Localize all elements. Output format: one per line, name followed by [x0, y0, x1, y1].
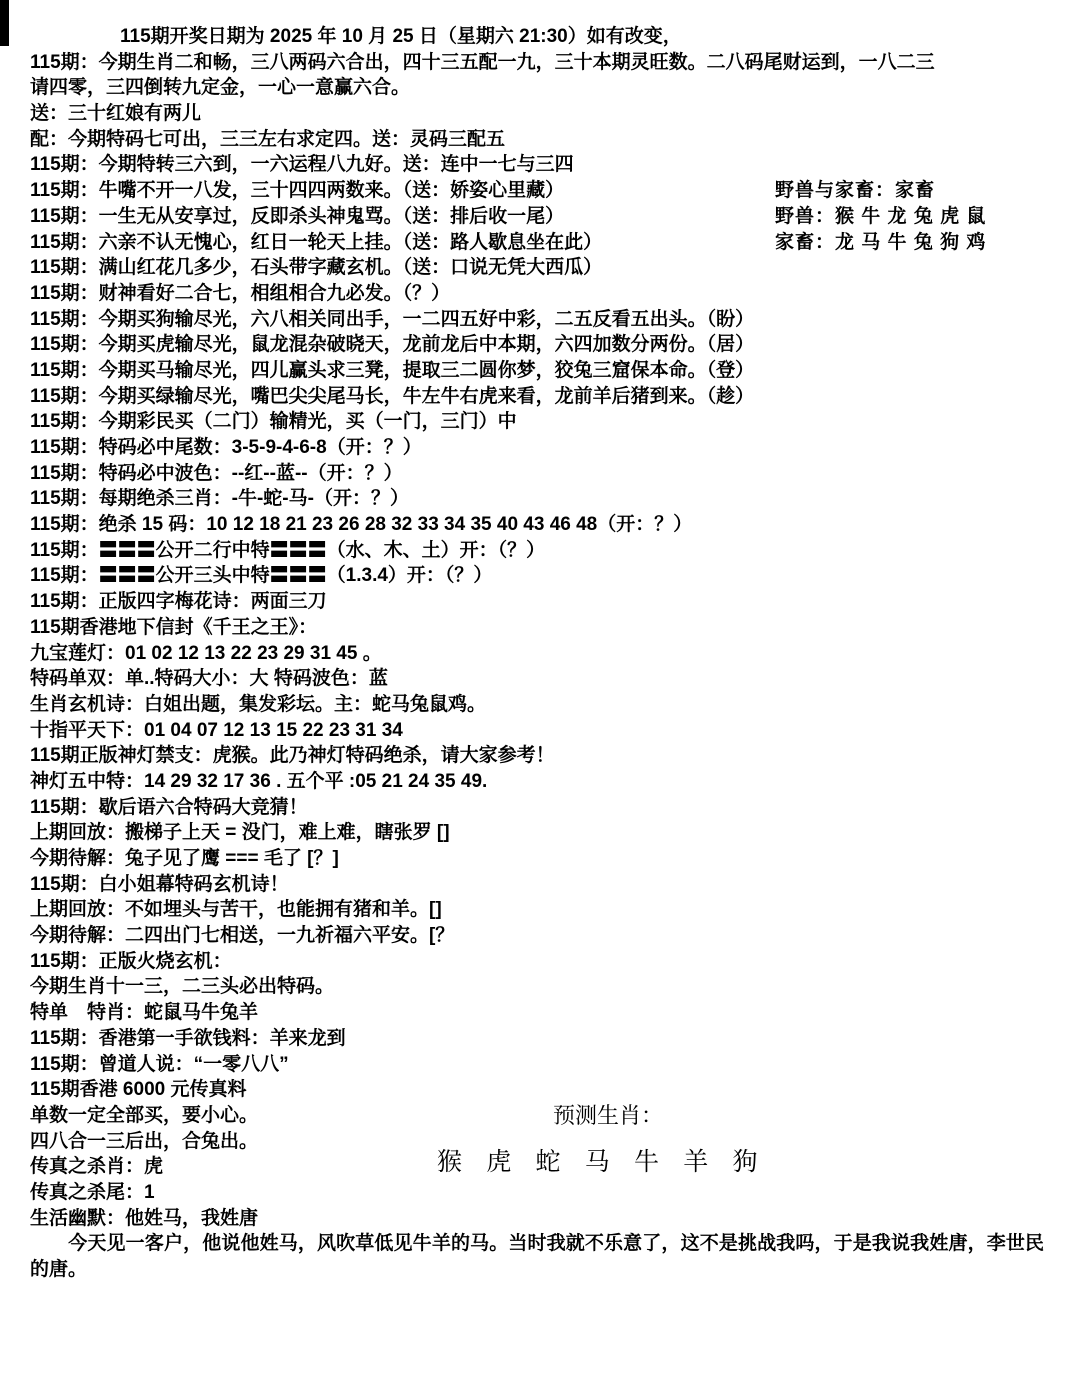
text-line	[30, 486, 1044, 512]
line-text: 上期回放：搬梯子上天 = 没门，难上难，瞎张罗 []	[30, 822, 450, 844]
line-text: 特单 特肖：蛇鼠马牛兔羊	[30, 1002, 259, 1024]
tip-sheet-document	[30, 24, 1044, 1283]
text-line	[30, 1052, 1044, 1078]
text-line	[30, 1231, 1044, 1282]
text-line	[30, 1026, 1044, 1052]
line-text: 115期正版神灯禁支：虎猴。此乃神灯特码绝杀，请大家参考！	[30, 745, 555, 767]
text-line	[30, 281, 1044, 307]
line-text: 115期：满山红花几多少，石头带字藏玄机。（送：口说无凭大西瓜）	[30, 257, 603, 279]
text-line	[30, 1206, 1044, 1232]
line-text: 115期：正版火烧玄机：	[30, 950, 232, 972]
line-text: 传真之杀尾：1	[30, 1181, 155, 1203]
line-text: 四八合一三后出，合兔出。	[30, 1130, 259, 1152]
line-text: 115期：歇后语六合特码大竞猜！	[30, 796, 308, 818]
text-line	[30, 923, 1044, 949]
line-text: 115期：今期买虎输尽光，鼠龙混杂破晓天，龙前龙后中本期，六四加数分两份。（居）	[30, 334, 755, 356]
line-text: 115期：特码必中波色：--红--蓝--（开：？）	[30, 462, 403, 484]
line-text: 上期回放：不如埋头与苦干，也能拥有猪和羊。[]	[30, 899, 442, 921]
text-line	[30, 769, 1044, 795]
line-text: 115期：〓〓〓公开三头中特〓〓〓（1.3.4）开：（？）	[30, 565, 493, 587]
line-text: 115期：牛嘴不开一八发，三十四四两数来。（送：娇姿心里藏）	[30, 180, 565, 202]
line-text: 115期：今期特转三六到，一六运程八九好。送：连中一七与三四	[30, 154, 574, 176]
text-line	[30, 820, 1044, 846]
line-text: 今期待解：二四出门七相送，一九祈福六平安。[？	[30, 925, 455, 947]
text-line	[30, 692, 1044, 718]
scan-artifact-mark	[0, 0, 9, 46]
line-text: 115期：今期买绿输尽光，嘴巴尖尖尾马长，牛左牛右虎来看，龙前羊后猪到来。（趁）	[30, 385, 755, 407]
text-line	[30, 50, 1044, 76]
text-line	[30, 204, 1044, 230]
text-line	[30, 1103, 1044, 1129]
line-side-text: 野兽：猴 牛 龙 兔 虎 鼠	[775, 205, 987, 227]
text-line	[30, 872, 1044, 898]
text-line	[30, 718, 1044, 744]
line-side-text: 预测生肖：	[553, 1102, 664, 1128]
line-text: 单数一定全部买，要小心。	[30, 1104, 259, 1126]
line-text: 送：三十红娘有两儿	[30, 103, 202, 125]
text-line	[30, 1000, 1044, 1026]
line-side-text: 猴 虎 蛇 马 牛 羊 狗	[437, 1149, 767, 1177]
line-text: 115期：六亲不认无愧心，红日一轮天上挂。（送：路人歇息坐在此）	[30, 231, 603, 253]
line-text: 神灯五中特：14 29 32 17 36 . 五个平 :05 21 24 35 49.	[30, 770, 488, 792]
line-text: 115期：白小姐幕特码玄机诗！	[30, 873, 289, 895]
line-text: 生肖玄机诗：白姐出题，集发彩坛。主：蛇马兔鼠鸡。	[30, 693, 487, 715]
text-line	[30, 563, 1044, 589]
line-side-text: 家畜：龙 马 牛 兔 狗 鸡	[775, 231, 987, 253]
line-text: 请四零，三四倒转九定金，一心一意赢六合。	[30, 77, 411, 99]
line-text: 特码单双：单..特码大小：大 特码波色：蓝	[30, 668, 388, 690]
text-line	[30, 1180, 1044, 1206]
text-line	[30, 1149, 1044, 1180]
text-line	[30, 512, 1044, 538]
line-text: 115期：今期生肖二和畅，三八两码六合出，四十三五配一九，三十本期灵旺数。二八码尾财运到，一八二三	[30, 51, 935, 73]
text-line	[30, 897, 1044, 923]
line-text: 今期待解：兔子见了鹰 === 毛了 [？]	[30, 848, 339, 869]
line-text: 生活幽默：他姓马，我姓唐	[30, 1207, 259, 1229]
line-text: 传真之杀肖：虎	[30, 1156, 164, 1178]
text-line	[30, 178, 1044, 204]
text-line	[30, 127, 1044, 153]
line-text: 115期：正版四字梅花诗：两面三刀	[30, 591, 327, 613]
text-line	[30, 743, 1044, 769]
text-line	[30, 358, 1044, 384]
line-text: 115期：一生无从安享过，反即杀头神鬼骂。（送：排后收一尾）	[30, 205, 565, 227]
line-text: 115期：财神看好二合七，相组相合九必发。（？）	[30, 282, 451, 304]
line-text: 115期：特码必中尾数：3-5-9-4-6-8（开：？）	[30, 437, 422, 458]
text-line	[30, 1077, 1044, 1103]
text-line	[30, 75, 1044, 101]
text-line	[30, 846, 1044, 872]
line-text: 今天见一客户，他说他姓马，风吹草低见牛羊的马。当时我就不乐意了，这不是挑战我吗，于是我说我姓唐，李世民的唐。	[30, 1233, 1044, 1281]
line-text: 115期开奖日期为 2025 年 10 月 25 日（星期六 21:30）如有改变，	[120, 26, 682, 47]
text-line	[30, 589, 1044, 615]
text-line	[30, 152, 1044, 178]
text-line	[30, 332, 1044, 358]
text-line	[30, 435, 1044, 461]
text-line	[30, 384, 1044, 410]
line-text: 十指平天下：01 04 07 12 13 15 22 23 31 34	[30, 719, 403, 741]
line-text: 115期香港地下信封《千王之王》：	[30, 616, 318, 638]
line-text: 115期：香港第一手欲钱料：羊来龙到	[30, 1027, 346, 1049]
text-line	[30, 307, 1044, 333]
line-text: 九宝莲灯：01 02 12 13 22 23 29 31 45 。	[30, 642, 382, 664]
text-line	[30, 230, 1044, 256]
line-text: 配：今期特码七可出，三三左右求定四。送：灵码三配五	[30, 128, 506, 150]
line-text: 115期香港 6000 元传真料	[30, 1079, 247, 1101]
line-side-text: 野兽与家畜：家畜	[775, 180, 936, 202]
text-line	[30, 461, 1044, 487]
line-text: 115期：〓〓〓公开二行中特〓〓〓（水、木、土）开：（？）	[30, 539, 546, 561]
text-line	[30, 255, 1044, 281]
line-text: 今期生肖十一三，二三头必出特码。	[30, 976, 335, 998]
text-line	[30, 538, 1044, 564]
text-line	[30, 795, 1044, 821]
line-text: 115期：今期买马输尽光，四儿赢头求三凳，提取三二圆你梦，狡兔三窟保本命。（登）	[30, 359, 755, 381]
line-text: 115期：绝杀 15 码：10 12 18 21 23 26 28 32 33 34 35 40 43 46 48（开：？）	[30, 514, 693, 536]
text-line	[30, 24, 1044, 50]
line-text: 115期：今期彩民买（二门）输精光，买（一门，三门）中	[30, 411, 517, 433]
text-line	[30, 666, 1044, 692]
line-text: 115期：每期绝杀三肖：-牛-蛇-马-（开：？）	[30, 488, 409, 510]
text-line	[30, 101, 1044, 127]
text-line	[30, 615, 1044, 641]
text-line	[30, 974, 1044, 1000]
text-line	[30, 409, 1044, 435]
text-line	[30, 641, 1044, 667]
text-line	[30, 949, 1044, 975]
line-text: 115期：曾道人说：“一零八八”	[30, 1053, 289, 1075]
line-text: 115期：今期买狗输尽光，六八相关同出手，一二四五好中彩，二五反看五出头。（盼）	[30, 308, 755, 330]
